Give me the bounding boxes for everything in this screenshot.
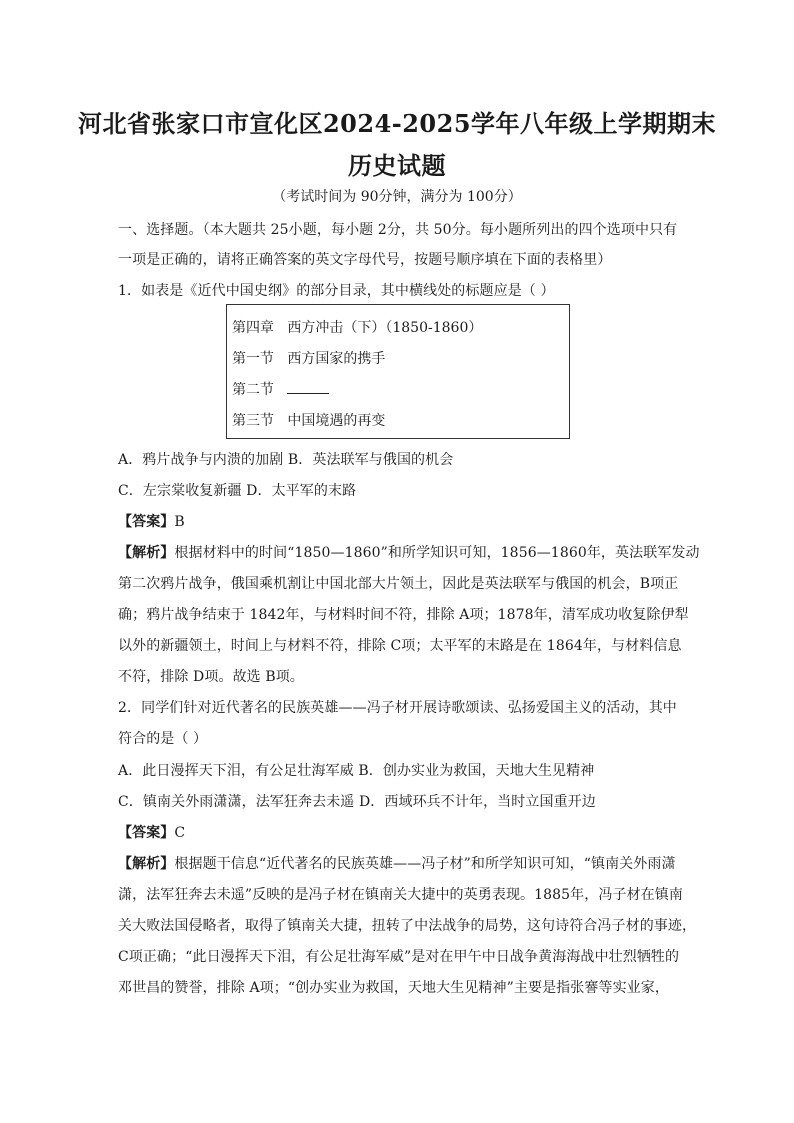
question-1-analysis-line: 第二次鸦片战争，俄国乘机割让中国北部大片领土，因此是英法联军与俄国的机会，B项正	[118, 576, 679, 592]
toc-section-label: 第二节	[232, 382, 274, 398]
toc-chapter-title: 西方冲击（下）（1850-1860）	[287, 320, 483, 336]
analysis-label: 【解析】	[118, 856, 175, 872]
answer-value: B	[174, 514, 185, 530]
toc-section-label: 第一节	[232, 351, 274, 367]
question-2-answer	[118, 822, 185, 842]
toc-row	[232, 379, 329, 399]
question-2-stem-line2: 符合的是（ ）	[118, 731, 208, 747]
answer-value: C	[174, 825, 186, 841]
question-2-options-ab: A．此日漫挥天下泪，有公足壮海军威 B．创办实业为救国，天地大生见精神	[118, 763, 595, 779]
toc-section-title: 西方国家的携手	[287, 351, 386, 367]
toc-table	[226, 304, 570, 439]
question-1-analysis-line: 以外的新疆领土，时间上与材料不符，排除 C项；太平军的末路是在 1864年，与材料信息	[118, 638, 682, 654]
exam-info: （考试时间为 90分钟，满分为 100分）	[272, 189, 522, 205]
analysis-label: 【解析】	[118, 545, 175, 561]
answer-label: 【答案】	[118, 514, 175, 530]
section-instruction-line2: 一项是正确的，请将正确答案的英文字母代号，按题号顺序填在下面的表格里）	[118, 252, 612, 268]
question-1-stem: 1．如表是《近代中国史纲》的部分目录，其中横线处的标题应是（ ）	[118, 283, 555, 299]
toc-row	[232, 317, 482, 337]
question-2-analysis-line: 关大败法国侵略者，取得了镇南关大捷，扭转了中法战争的局势，这句诗符合冯子材的事迹，	[118, 918, 697, 934]
toc-chapter-label: 第四章	[232, 320, 274, 336]
question-2-analysis-line: 邓世昌的赞誉，排除 A项；“创办实业为救国，天地大生见精神”主要是指张謇等实业家，	[118, 980, 669, 996]
question-1-options-ab: A．鸦片战争与内溃的加剧 B．英法联军与俄国的机会	[118, 452, 454, 468]
toc-row	[232, 410, 385, 430]
question-2-analysis-line: 【解析】根据题干信息“近代著名的民族英雄——冯子材”和所学知识可知，“镇南关外雨潇	[118, 856, 676, 872]
question-1-options-cd: C．左宗棠收复新疆 D．太平军的末路	[118, 483, 357, 499]
answer-label: 【答案】	[118, 825, 175, 841]
section-instruction-line1: 一、选择题。（本大题共 25小题，每小题 2分，共 50分。每小题所列出的四个选项中只有	[118, 222, 678, 238]
toc-section-label: 第三节	[232, 413, 274, 429]
question-2-analysis-line: 潇，法军狂奔去未遥”反映的是冯子材在镇南关大捷中的英勇表现。1885年，冯子材在镇南	[118, 887, 683, 903]
question-2-options-cd: C．镇南关外雨潇潇，法军狂奔去未遥 D．西域环兵不计年，当时立国重开边	[118, 794, 596, 810]
question-2-analysis-line: C项正确；“此日漫挥天下泪，有公足壮海军威”是对在甲午中日战争黄海海战中壮烈牺牲的	[118, 949, 680, 965]
question-2-stem-line1: 2．同学们针对近代著名的民族英雄——冯子材开展诗歌颂读、弘扬爱国主义的活动，其中	[118, 700, 677, 716]
toc-row	[232, 348, 385, 368]
question-1-analysis-line: 不符，排除 D项。故选 B项。	[118, 669, 304, 685]
question-1-answer	[118, 511, 185, 531]
question-1-analysis-line: 【解析】根据材料中的时间“1850—1860”和所学知识可知，1856—1860年，英法联军发动	[118, 545, 700, 561]
page-subtitle: 历史试题	[348, 151, 446, 180]
page-title: 河北省张家口市宣化区2024-2025学年八年级上学期期末	[77, 109, 717, 138]
question-1-analysis-line: 确；鸦片战争结束于 1842年，与材料时间不符，排除 A项；1878年，清军成功收复除伊犁	[118, 607, 689, 623]
toc-blank-line	[287, 381, 329, 394]
toc-section-title: 中国境遇的再变	[287, 413, 386, 429]
